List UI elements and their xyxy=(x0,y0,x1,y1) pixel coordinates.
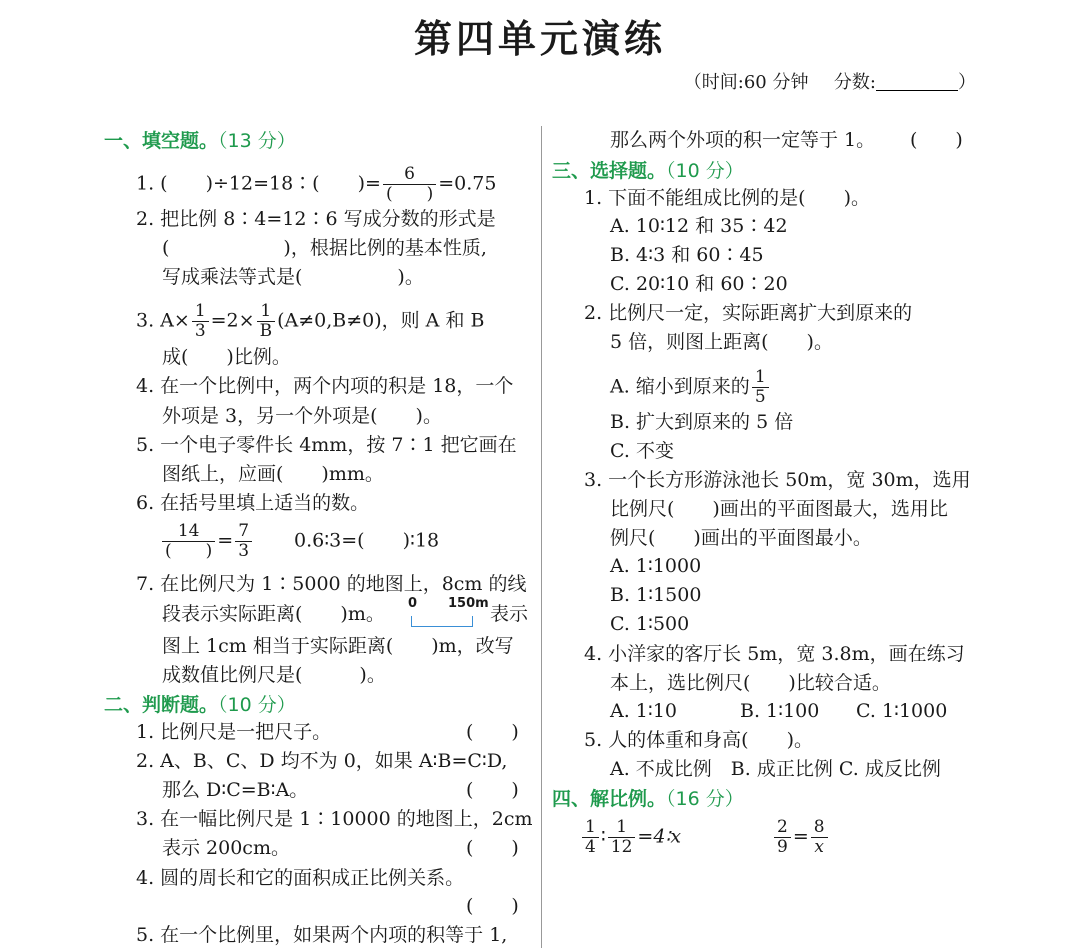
fraction-numerator: 1 xyxy=(752,368,769,388)
question-fill-4-line1: 4. 在一个比例中，两个内项的积是 18，一个 xyxy=(136,375,514,397)
fraction-numerator: 1 xyxy=(582,818,599,838)
fraction-denominator: 12 xyxy=(610,837,633,857)
question-fill-6-line1: 6. 在括号里填上适当的数。 xyxy=(136,492,370,514)
choice-4-option-c[interactable]: C. 1∶1000 xyxy=(856,700,948,722)
question-fill-1 xyxy=(136,165,496,204)
section-label: 二、判断题。 xyxy=(104,694,219,716)
choice-1-option-c[interactable]: C. 20∶10 和 60∶20 xyxy=(610,273,788,295)
choice-1-option-b[interactable]: B. 4∶3 和 60∶45 xyxy=(610,244,764,266)
judge-answer-1[interactable]: ( ) xyxy=(466,721,519,743)
question-fill-2-line3: 写成乘法等式是( )。 xyxy=(162,266,424,288)
question-choice-5: 5. 人的体重和身高( )。 xyxy=(584,729,813,751)
q3-fraction-2 xyxy=(257,302,276,341)
q1-fraction xyxy=(383,165,436,204)
scale-bar xyxy=(408,598,488,632)
time-score-line xyxy=(684,68,976,94)
question-choice-3-line1: 3. 一个长方形游泳池长 50m，宽 30m，选用 xyxy=(584,469,971,491)
p2-equals: = xyxy=(792,825,809,848)
judge-answer-4[interactable]: ( ) xyxy=(466,895,519,917)
choice-2-option-b[interactable]: B. 扩大到原来的 5 倍 xyxy=(610,411,794,433)
question-judge-4: 4. 圆的周长和它的面积成正比例关系。 xyxy=(136,867,465,889)
q1-text-a: 1. ( )÷12=18∶( )= xyxy=(136,172,381,195)
section-choice xyxy=(552,156,744,183)
q3-text-c: (A≠0,B≠0)，则 A 和 B xyxy=(277,309,485,332)
section-label: 一、填空题。 xyxy=(104,130,219,152)
choice-3-option-a[interactable]: A. 1∶1000 xyxy=(610,555,702,577)
section-points: （10 分） xyxy=(218,694,296,716)
question-choice-2-line2: 5 倍，则图上距离( )。 xyxy=(610,331,833,353)
fraction-denominator: x xyxy=(814,837,824,857)
scale-bar-line xyxy=(411,616,473,627)
fraction-denominator: 4 xyxy=(585,837,596,857)
fraction-numerator: 14 xyxy=(162,522,215,542)
p2-fraction-2 xyxy=(811,818,828,857)
choice-3-option-b[interactable]: B. 1∶1500 xyxy=(610,584,702,606)
choice-2-option-a[interactable] xyxy=(610,368,771,407)
option-text: A. 缩小到原来的 xyxy=(610,375,750,398)
fraction-denominator: 5 xyxy=(754,387,766,407)
p1-fraction-2 xyxy=(608,818,636,857)
choice-2-fraction xyxy=(752,368,769,407)
judge-answer-3[interactable]: ( ) xyxy=(466,837,519,859)
question-fill-2-line2: ( )，根据比例的基本性质, xyxy=(162,237,487,259)
choice-4-option-a[interactable]: A. 1∶10 xyxy=(610,700,678,722)
choice-3-option-c[interactable]: C. 1∶500 xyxy=(610,613,690,635)
q1-text-b: =0.75 xyxy=(438,172,497,195)
column-divider xyxy=(541,126,542,948)
question-choice-2-line1: 2. 比例尺一定，实际距离扩大到原来的 xyxy=(584,302,913,324)
time-label: （时间:60 分钟 xyxy=(683,72,809,93)
question-judge-2-line2: 那么 D∶C=B∶A。 xyxy=(162,779,309,801)
p1-colon: ∶ xyxy=(600,825,606,848)
fraction-numerator: 1 xyxy=(608,818,636,838)
fraction-numerator: 1 xyxy=(192,302,209,322)
proportion-problem-2 xyxy=(772,818,830,857)
choice-5-options[interactable]: A. 不成比例 B. 成正比例 C. 成反比例 xyxy=(610,758,941,780)
question-judge-1: 1. 比例尺是一把尺子。 xyxy=(136,721,332,743)
fraction-denominator: 3 xyxy=(194,321,206,341)
fraction-denominator[interactable]: ( ) xyxy=(165,541,213,561)
section-points: （10 分） xyxy=(666,160,744,182)
question-choice-3-line2: 比例尺( )画出的平面图最大，选用比 xyxy=(610,498,948,520)
section-points: （13 分） xyxy=(218,130,296,152)
q6-fraction-2 xyxy=(235,522,252,561)
judge-answer-5[interactable]: ( ) xyxy=(910,129,963,151)
question-fill-6-line2 xyxy=(160,522,439,561)
meta-close: ） xyxy=(958,72,976,93)
q6-equals: = xyxy=(217,529,234,552)
section-label: 四、解比例。 xyxy=(552,788,667,810)
question-judge-5-cont: 那么两个外项的积一定等于 1。 xyxy=(610,129,876,151)
question-fill-3 xyxy=(136,302,484,341)
choice-2-option-c[interactable]: C. 不变 xyxy=(610,440,674,462)
question-choice-4-line2: 本上，选比例尺( )比较合适。 xyxy=(610,672,891,694)
question-judge-3-line2: 表示 200cm。 xyxy=(162,837,290,859)
section-solve-proportion xyxy=(552,784,744,811)
section-label: 三、选择题。 xyxy=(552,160,667,182)
p1-fraction-1 xyxy=(582,818,599,857)
fraction-denominator: 9 xyxy=(777,837,788,857)
question-fill-7-line3: 图上 1cm 相当于实际距离( )m，改写 xyxy=(162,635,514,657)
fraction-numerator: 6 xyxy=(383,165,436,185)
scale-zero-label: 0 xyxy=(408,596,418,611)
q6-text-b: 0.6∶3=( )∶18 xyxy=(294,529,440,552)
question-judge-2-line1: 2. A、B、C、D 均不为 0，如果 A∶B=C∶D, xyxy=(136,750,508,772)
choice-1-option-a[interactable]: A. 10∶12 和 35∶42 xyxy=(610,215,788,237)
q6-fraction-1 xyxy=(162,522,215,561)
question-fill-7-line4: 成数值比例尺是( )。 xyxy=(162,664,386,686)
fraction-denominator: 3 xyxy=(238,541,250,561)
question-judge-5: 5. 在一个比例里，如果两个内项的积等于 1, xyxy=(136,924,508,946)
q3-text-b: =2× xyxy=(210,309,255,332)
q3-fraction-1 xyxy=(192,302,209,341)
fraction-numerator: 1 xyxy=(257,302,276,322)
fraction-numerator: 7 xyxy=(235,522,252,542)
choice-4-option-b[interactable]: B. 1∶100 xyxy=(740,700,820,722)
section-points: （16 分） xyxy=(666,788,744,810)
fraction-numerator: 8 xyxy=(811,818,828,838)
page-title: 第四单元演练 xyxy=(413,17,666,61)
question-fill-7-line1: 7. 在比例尺为 1∶5000 的地图上，8cm 的线 xyxy=(136,573,527,595)
question-choice-4-line1: 4. 小洋家的客厅长 5m，宽 3.8m，画在练习 xyxy=(584,643,965,665)
judge-answer-2[interactable]: ( ) xyxy=(466,779,519,801)
fraction-denominator[interactable]: ( ) xyxy=(385,184,434,204)
question-fill-5-line2: 图纸上，应画( )mm。 xyxy=(162,463,384,485)
question-fill-5-line1: 5. 一个电子零件长 4mm，按 7∶1 把它画在 xyxy=(136,434,517,456)
fraction-numerator: 2 xyxy=(774,818,791,838)
question-judge-3-line1: 3. 在一幅比例尺是 1∶10000 的地图上，2cm xyxy=(136,808,533,830)
question-choice-3-line3: 例尺( )画出的平面图最小。 xyxy=(610,527,872,549)
score-blank[interactable] xyxy=(876,72,958,91)
question-fill-4-line2: 外项是 3，另一个外项是( )。 xyxy=(162,405,442,427)
question-fill-3-line2: 成( )比例。 xyxy=(162,346,291,368)
question-fill-2-line1: 2. 把比例 8∶4=12∶6 写成分数的形式是 xyxy=(136,208,496,230)
score-label: 分数: xyxy=(833,72,876,93)
p2-fraction-1 xyxy=(774,818,791,857)
q3-text-a: 3. A× xyxy=(136,309,190,332)
section-fill-blank xyxy=(104,126,296,153)
proportion-problem-1 xyxy=(580,818,681,857)
fraction-denominator: B xyxy=(259,321,273,341)
section-judge xyxy=(104,690,296,717)
p1-rest: =4∶x xyxy=(637,825,682,848)
question-choice-1: 1. 下面不能组成比例的是( )。 xyxy=(584,187,870,209)
scale-end-label: 150m xyxy=(448,596,489,611)
question-fill-7-line2a: 段表示实际距离( )m。 xyxy=(162,603,385,625)
question-fill-7-line2b: 表示 xyxy=(490,603,529,625)
